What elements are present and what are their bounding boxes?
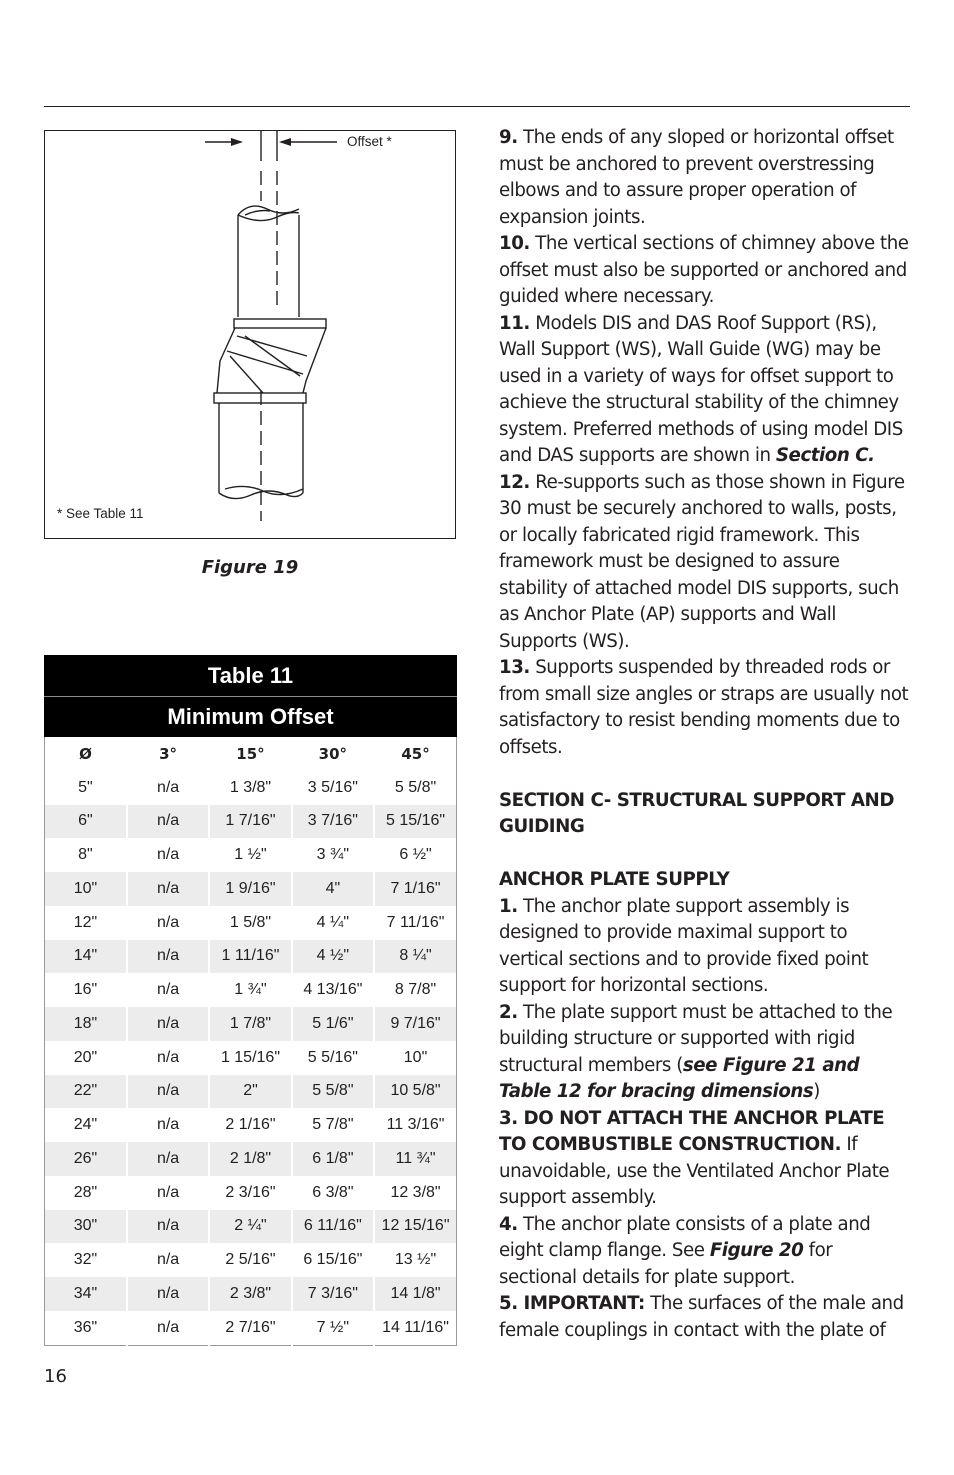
table-row	[45, 1176, 457, 1210]
table-cell: 6 11/16"	[292, 1210, 374, 1244]
table-row	[45, 805, 457, 839]
top-rule	[44, 106, 910, 107]
table-cell: 3 7/16"	[292, 805, 374, 839]
anchor-item-1	[499, 894, 911, 1000]
table-cell: 7 ½"	[292, 1311, 374, 1345]
offset-chimney-drawing	[45, 131, 455, 538]
table-cell: 13 ½"	[374, 1243, 456, 1277]
table-row	[45, 1311, 457, 1345]
table-row	[45, 1041, 457, 1075]
table-cell: 10 5/8"	[374, 1075, 456, 1109]
item-number: 4.	[499, 1213, 518, 1235]
table-cell: 5 7/8"	[292, 1108, 374, 1142]
anchor-item-5	[499, 1291, 911, 1344]
table-row	[45, 1243, 457, 1277]
paragraph-9	[499, 125, 911, 231]
table-cell: 1 15/16"	[209, 1041, 291, 1075]
paragraph-text: The vertical sections of chimney above the offset must also be supported or anchored and guided where necessary.	[499, 233, 909, 307]
upper-band	[234, 319, 326, 328]
table-cell: 5 1/6"	[292, 1007, 374, 1041]
paragraph-text: )	[813, 1081, 820, 1102]
table-cell: 5 5/8"	[374, 771, 456, 805]
table-title: Table 11	[44, 655, 457, 696]
table-row	[45, 1108, 457, 1142]
table-cell: 2 3/16"	[209, 1176, 291, 1210]
table-cell: 5 5/16"	[292, 1041, 374, 1075]
section-heading: SECTION C- STRUCTURAL SUPPORT AND GUIDING	[499, 789, 894, 837]
item-number: 13.	[499, 657, 530, 678]
table-cell: n/a	[127, 1075, 209, 1109]
table-cell: 6 1/8"	[292, 1142, 374, 1176]
table-cell: n/a	[127, 1311, 209, 1345]
header-diameter: Ø	[45, 737, 127, 771]
table-cell: 18"	[45, 1007, 127, 1041]
table-row	[45, 771, 457, 805]
paragraph-text: The surfaces of the male and female couplings in contact with the plate of	[499, 1293, 904, 1341]
paragraph-text: If unavoidable, use the Ventilated Anchor Plate support assembly.	[499, 1134, 890, 1208]
table-cell: 6"	[45, 805, 127, 839]
page-number: 16	[44, 1366, 67, 1387]
table-cell: 9 7/16"	[374, 1007, 456, 1041]
table-cell: 28"	[45, 1176, 127, 1210]
table-header-row	[45, 737, 457, 771]
table-row	[45, 973, 457, 1007]
table-row	[45, 940, 457, 974]
table-cell: 12"	[45, 906, 127, 940]
table-cell: 6 ½"	[374, 838, 456, 872]
table-cell: n/a	[127, 1142, 209, 1176]
table-cell: 4 13/16"	[292, 973, 374, 1007]
table-cell: 36"	[45, 1311, 127, 1345]
table-cell: 4 ½"	[292, 940, 374, 974]
table-cell: 30"	[45, 1210, 127, 1244]
table-cell: 1 7/8"	[209, 1007, 291, 1041]
table-cell: 4 ¼"	[292, 906, 374, 940]
item-number: 10.	[499, 233, 530, 254]
table-cell: 2 7/16"	[209, 1311, 291, 1345]
table-cell: 3 5/16"	[292, 771, 374, 805]
table-cell: 12 3/8"	[374, 1176, 456, 1210]
body-text-column	[499, 125, 911, 1344]
table-cell: 1 5/8"	[209, 906, 291, 940]
figure-20-reference: Figure 20	[709, 1240, 804, 1261]
anchor-item-2	[499, 1000, 911, 1106]
table-cell: 7 1/16"	[374, 872, 456, 906]
item-number: 9.	[499, 127, 518, 148]
table-cell: 2 3/8"	[209, 1277, 291, 1311]
table-cell: 10"	[45, 872, 127, 906]
table-cell: n/a	[127, 872, 209, 906]
table-cell: 6 15/16"	[292, 1243, 374, 1277]
table-cell: 5"	[45, 771, 127, 805]
table-11	[44, 655, 457, 1346]
table-cell: 5 15/16"	[374, 805, 456, 839]
minimum-offset-table	[44, 737, 457, 1346]
warning-text: 3. DO NOT ATTACH THE ANCHOR PLATE TO COMBUSTIBLE CONSTRUCTION.	[499, 1107, 885, 1155]
table-cell: 2 1/16"	[209, 1108, 291, 1142]
table-cell: n/a	[127, 838, 209, 872]
table-cell: n/a	[127, 973, 209, 1007]
table-cell: 10"	[374, 1041, 456, 1075]
table-cell: 16"	[45, 973, 127, 1007]
table-cell: 14 1/8"	[374, 1277, 456, 1311]
table-cell: 8 7/8"	[374, 973, 456, 1007]
table-cell: 32"	[45, 1243, 127, 1277]
important-label: 5. IMPORTANT:	[499, 1293, 645, 1314]
paragraph-text: The anchor plate support assembly is designed to provide maximal support to vertical sections and to provide fixed point support for horizontal sections.	[499, 895, 869, 996]
table-cell: n/a	[127, 1277, 209, 1311]
item-number: 12.	[499, 471, 530, 493]
table-cell: n/a	[127, 1176, 209, 1210]
paragraph-text: Models DIS and DAS Roof Support (RS), Wall Support (WS), Wall Guide (WG) may be used in a variety of ways for offset support to achieve the structural stability of the chimney system. Preferred methods of using model DIS and DAS supports are shown in	[499, 312, 903, 466]
table-subtitle: Minimum Offset	[44, 696, 457, 737]
table-cell: 34"	[45, 1277, 127, 1311]
table-cell: n/a	[127, 1210, 209, 1244]
offset-arrowhead-left	[231, 138, 243, 146]
table-cell: 11 3/16"	[374, 1108, 456, 1142]
table-cell: n/a	[127, 771, 209, 805]
paragraph-text: Supports suspended by threaded rods or from small size angles or straps are usually not satisfactory to resist bending moments due to offsets.	[499, 657, 909, 758]
table-cell: 12 15/16"	[374, 1210, 456, 1244]
table-cell: 5 5/8"	[292, 1075, 374, 1109]
paragraph-text: for sectional details for plate support.	[499, 1240, 833, 1288]
table-cell: 7 11/16"	[374, 906, 456, 940]
table-cell: n/a	[127, 805, 209, 839]
table-cell: 14 11/16"	[374, 1311, 456, 1345]
table-cell: n/a	[127, 1243, 209, 1277]
figure-19-diagram	[44, 130, 456, 539]
table-cell: 14"	[45, 940, 127, 974]
figure-21-reference: see Figure 21 and Table 12 for bracing dimensions	[499, 1054, 860, 1102]
anchor-item-3	[499, 1106, 911, 1212]
table-cell: 7 3/16"	[292, 1277, 374, 1311]
table-row	[45, 1075, 457, 1109]
paragraph-11	[499, 311, 911, 470]
table-cell: n/a	[127, 1007, 209, 1041]
table-cell: 2 1/8"	[209, 1142, 291, 1176]
table-cell: n/a	[127, 1041, 209, 1075]
table-cell: 1 9/16"	[209, 872, 291, 906]
table-cell: n/a	[127, 940, 209, 974]
table-cell: 4"	[292, 872, 374, 906]
table-cell: 11 ¾"	[374, 1142, 456, 1176]
section-c-reference: Section C.	[775, 445, 875, 466]
table-cell: 22"	[45, 1075, 127, 1109]
see-table-note: * See Table 11	[57, 506, 144, 521]
paragraph-text: The ends of any sloped or horizontal offset must be anchored to prevent overstressing elbows and to assure proper operation of expansion joints.	[499, 127, 894, 228]
paragraph-text: The plate support must be attached to the building structure or supported with rigid structural members (	[499, 1001, 893, 1076]
offset-label: Offset *	[347, 134, 392, 149]
header-30deg: 30°	[292, 737, 374, 771]
table-row	[45, 906, 457, 940]
table-cell: 8 ¼"	[374, 940, 456, 974]
table-cell: n/a	[127, 1108, 209, 1142]
item-number: 11.	[499, 312, 530, 334]
upper-pipe	[238, 215, 299, 317]
offset-arrowhead-right	[279, 138, 291, 146]
sub-heading: ANCHOR PLATE SUPPLY	[499, 869, 730, 890]
table-cell: 8"	[45, 838, 127, 872]
table-cell: 3 ¾"	[292, 838, 374, 872]
paragraph-text: Re-supports such as those shown in Figure 30 must be securely anchored to walls, posts, or locally fabricated rigid framework. This framework must be designed to assure stability of attached model DIS supports, such as Anchor Plate (AP) supports and Wall Supports (WS).	[499, 471, 905, 652]
table-cell: 1 ½"	[209, 838, 291, 872]
table-cell: 2 5/16"	[209, 1243, 291, 1277]
table-row	[45, 1142, 457, 1176]
table-row	[45, 1210, 457, 1244]
table-cell: 2"	[209, 1075, 291, 1109]
table-row	[45, 872, 457, 906]
item-number: 2.	[499, 1001, 518, 1023]
header-3deg: 3°	[127, 737, 209, 771]
table-cell: 24"	[45, 1108, 127, 1142]
lower-band	[214, 393, 306, 403]
paragraph-13	[499, 655, 911, 761]
table-row	[45, 1277, 457, 1311]
header-15deg: 15°	[209, 737, 291, 771]
table-cell: 2 ¼"	[209, 1210, 291, 1244]
table-cell: 6 3/8"	[292, 1176, 374, 1210]
figure-caption: Figure 19	[201, 557, 299, 578]
paragraph-12	[499, 470, 911, 656]
paragraph-text: The anchor plate consists of a plate and eight clamp flange. See	[499, 1213, 871, 1261]
header-45deg: 45°	[374, 737, 456, 771]
table-cell: 1 ¾"	[209, 973, 291, 1007]
paragraph-10	[499, 231, 911, 311]
table-cell: 1 7/16"	[209, 805, 291, 839]
anchor-item-4	[499, 1212, 911, 1292]
table-cell: 26"	[45, 1142, 127, 1176]
table-cell: 1 11/16"	[209, 940, 291, 974]
item-number: 1.	[499, 895, 518, 917]
table-row	[45, 838, 457, 872]
table-row	[45, 1007, 457, 1041]
table-cell: 1 3/8"	[209, 771, 291, 805]
table-cell: n/a	[127, 906, 209, 940]
table-cell: 20"	[45, 1041, 127, 1075]
